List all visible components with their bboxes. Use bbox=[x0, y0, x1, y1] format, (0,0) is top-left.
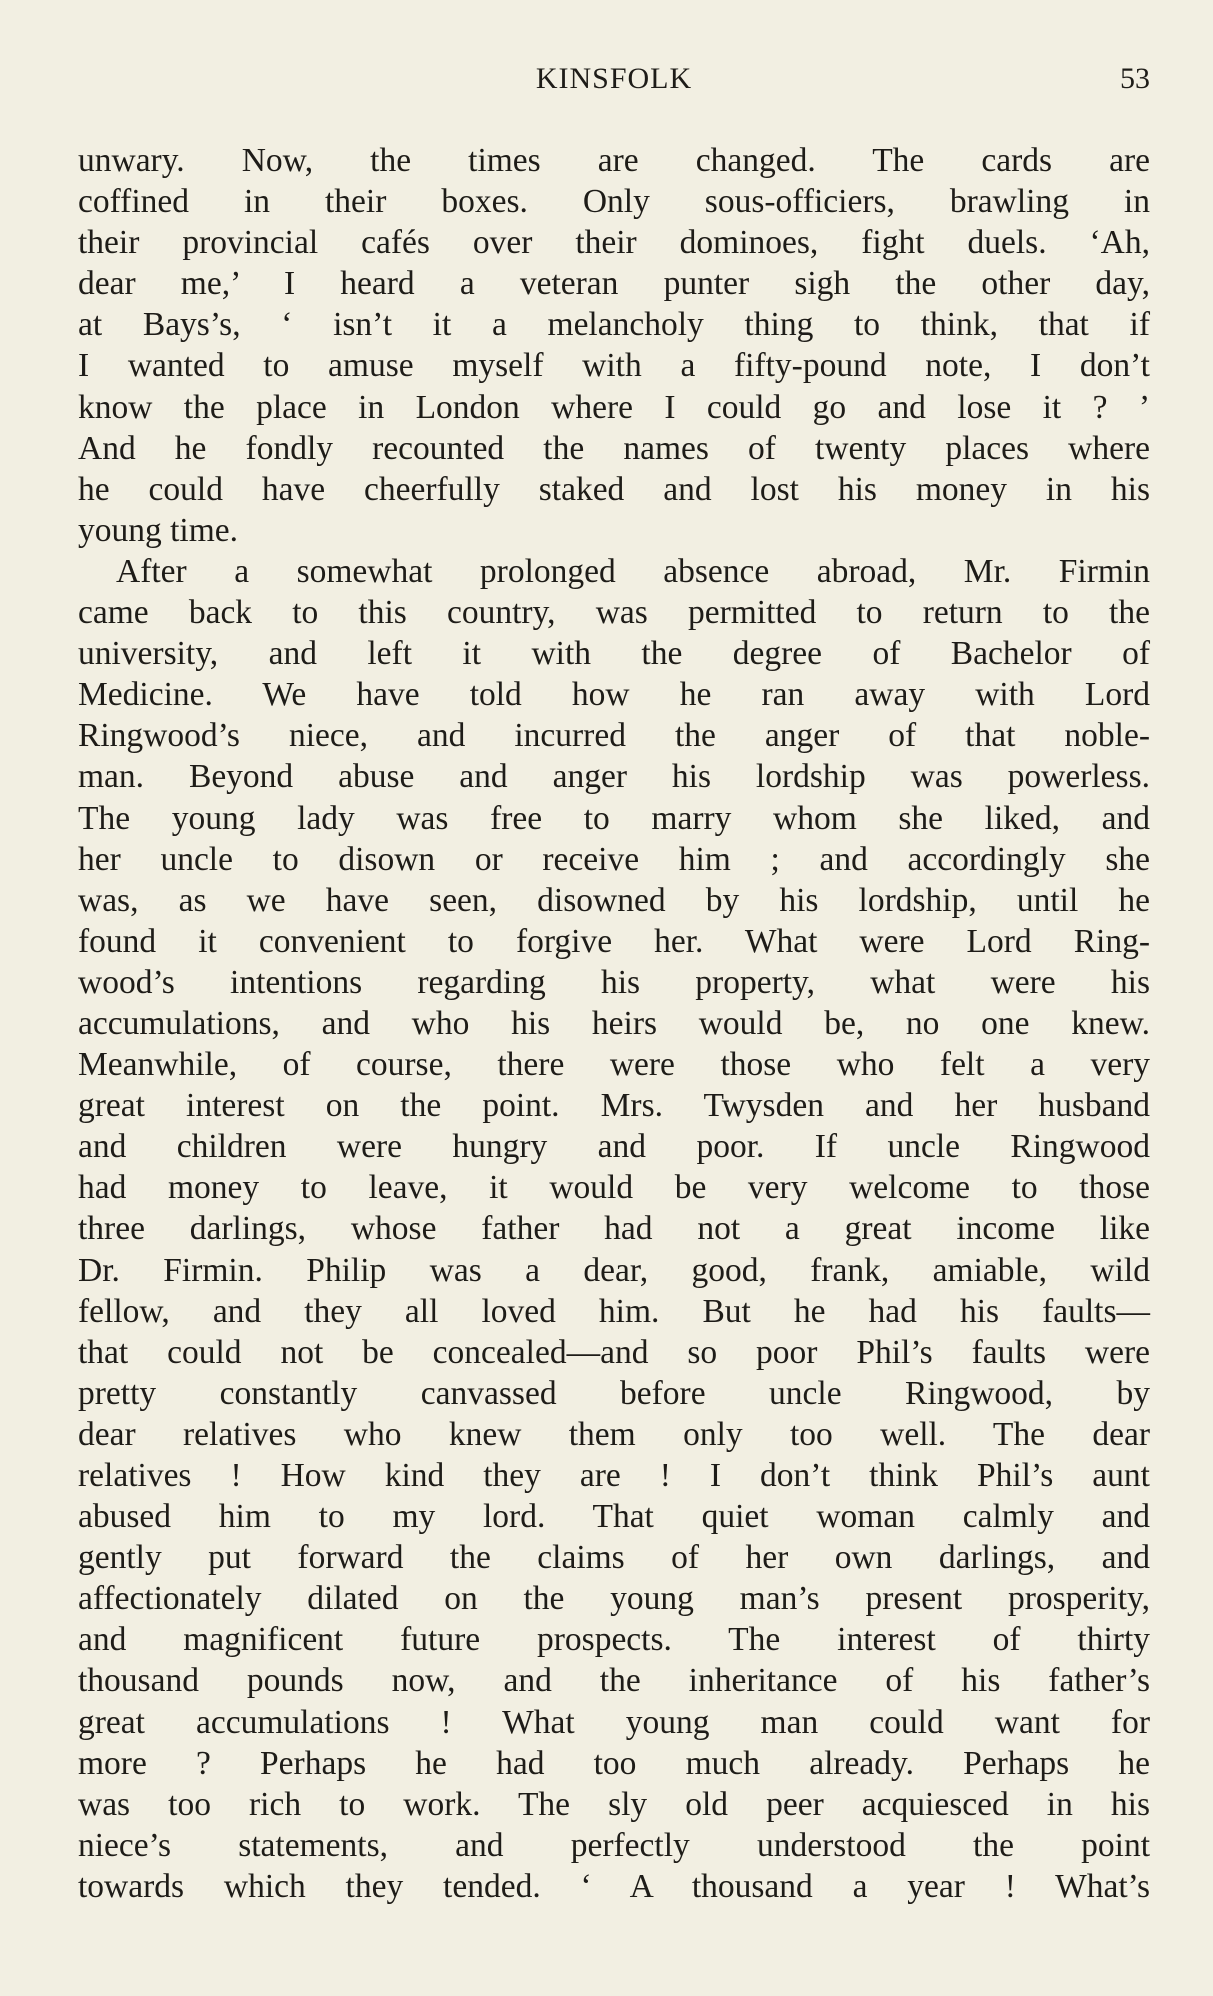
text-line: that could not be concealed—and so poor Phil’s faults were bbox=[78, 1333, 1150, 1371]
text-line: I wanted to amuse myself with a fifty-pound note, I don’t bbox=[78, 347, 1150, 385]
text-line: and magnificent future prospects. The interest of thirty bbox=[78, 1621, 1150, 1659]
text-line: coffined in their boxes. Only sous-officiers, brawling in bbox=[78, 183, 1150, 221]
text-line: The young lady was free to marry whom she liked, and bbox=[78, 799, 1150, 837]
text-line: fellow, and they all loved him. But he had his faults— bbox=[78, 1292, 1150, 1330]
text-line: and children were hungry and poor. If uncle Ringwood bbox=[78, 1128, 1150, 1166]
paragraph-start-line: After a somewhat prolonged absence abroad, Mr. Firmin bbox=[116, 552, 1150, 590]
text-line: three darlings, whose father had not a great income like bbox=[78, 1210, 1150, 1248]
running-title: KINSFOLK bbox=[535, 62, 693, 95]
text-line: relatives ! How kind they are ! I don’t think Phil’s aunt bbox=[78, 1457, 1150, 1494]
text-line: towards which they tended. ‘ A thousand a year ! What’s bbox=[78, 1867, 1150, 1905]
page-number: 53 bbox=[1120, 62, 1150, 95]
text-line: niece’s statements, and perfectly understood the point bbox=[78, 1826, 1150, 1864]
text-line: accumulations, and who his heirs would be, no one knew. bbox=[78, 1004, 1150, 1042]
text-line: pretty constantly canvassed before uncle Ringwood, by bbox=[78, 1374, 1150, 1412]
text-line: great accumulations ! What young man could want for bbox=[78, 1703, 1150, 1741]
text-line: Dr. Firmin. Philip was a dear, good, frank, amiable, wild bbox=[78, 1251, 1150, 1289]
text-line: was, as we have seen, disowned by his lordship, until he bbox=[78, 881, 1150, 919]
text-line: more ? Perhaps he had too much already. Perhaps he bbox=[78, 1744, 1150, 1782]
text-line: their provincial cafés over their dominoes, fight duels. ‘Ah, bbox=[78, 224, 1150, 262]
text-line: affectionately dilated on the young man’s present prosperity, bbox=[78, 1580, 1150, 1618]
text-line: found it convenient to forgive her. What were Lord Ring- bbox=[78, 922, 1150, 960]
text-line: man. Beyond abuse and anger his lordship was powerless. bbox=[78, 758, 1150, 796]
text-line: at Bays’s, ‘ isn’t it a melancholy thing to think, that if bbox=[78, 306, 1150, 344]
text-line: her uncle to disown or receive him ; and accordingly she bbox=[78, 840, 1150, 878]
text-line: he could have cheerfully staked and lost his money in his bbox=[78, 470, 1150, 508]
page-header bbox=[78, 62, 1150, 102]
body-text bbox=[78, 140, 1150, 1907]
text-line: thousand pounds now, and the inheritance of his father’s bbox=[78, 1662, 1150, 1700]
text-line: had money to leave, it would be very welcome to those bbox=[78, 1169, 1150, 1207]
text-line: great interest on the point. Mrs. Twysden and her husband bbox=[78, 1087, 1150, 1125]
text-line: unwary. Now, the times are changed. The cards are bbox=[78, 142, 1150, 179]
text-line: university, and left it with the degree of Bachelor of bbox=[78, 635, 1150, 673]
text-line: Medicine. We have told how he ran away with Lord bbox=[78, 676, 1150, 714]
text-line: gently put forward the claims of her own darlings, and bbox=[78, 1539, 1150, 1577]
text-line: know the place in London where I could go and lose it ? ’ bbox=[78, 388, 1150, 426]
text-line: dear relatives who knew them only too well. The dear bbox=[78, 1415, 1150, 1453]
text-line: Ringwood’s niece, and incurred the anger of that noble- bbox=[78, 717, 1150, 755]
text-line: dear me,’ I heard a veteran punter sigh the other day, bbox=[78, 265, 1150, 303]
text-line: Meanwhile, of course, there were those who felt a very bbox=[78, 1046, 1150, 1084]
text-line: And he fondly recounted the names of twenty places where bbox=[78, 429, 1150, 467]
text-line: was too rich to work. The sly old peer acquiesced in his bbox=[78, 1785, 1150, 1823]
text-line: wood’s intentions regarding his property, what were his bbox=[78, 963, 1150, 1001]
paragraph-end-line: young time. bbox=[78, 511, 239, 549]
text-line: abused him to my lord. That quiet woman calmly and bbox=[78, 1498, 1150, 1536]
text-line: came back to this country, was permitted to return to the bbox=[78, 594, 1150, 632]
